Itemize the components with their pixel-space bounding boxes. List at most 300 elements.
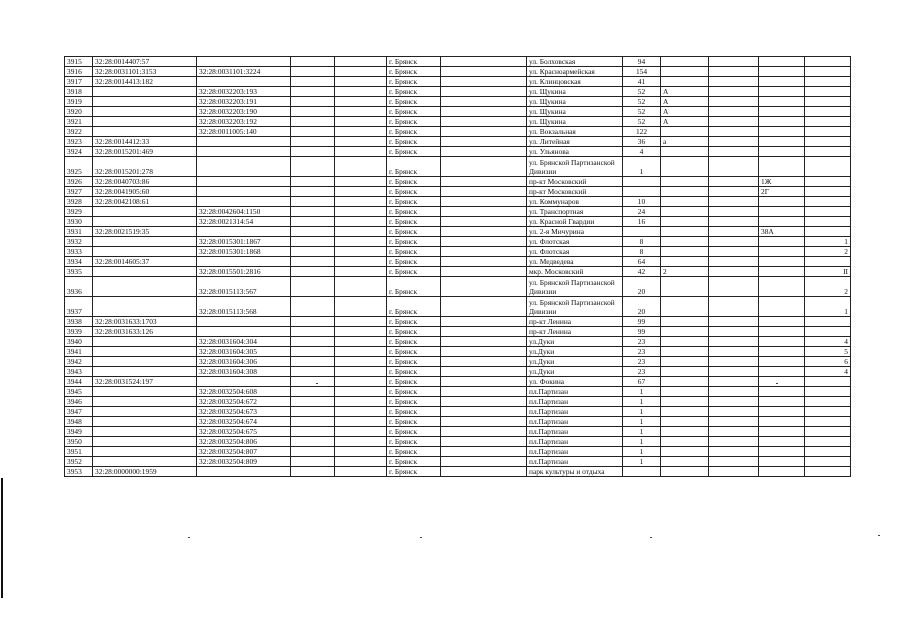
cell-building [709,137,759,147]
cell-apartment: 1 [805,237,851,247]
cell-empty-col-3 [291,367,335,377]
cell-building [709,117,759,127]
cell-city: г. Брянск [387,327,441,337]
cell-building [709,407,759,417]
cell-empty-col-4 [335,227,387,237]
cell-cadastral-number-2 [197,317,291,327]
cell-house-number: 99 [623,327,661,337]
cell-row-number: 3952 [65,457,93,467]
cell-cadastral-number-2 [197,327,291,337]
cell-row-number: 3919 [65,97,93,107]
cell-building [709,157,759,177]
cell-city: г. Брянск [387,457,441,467]
cell-apartment [805,397,851,407]
cell-street: ул. Вокзальная [527,127,623,137]
table-row [65,267,851,277]
cell-empty-col-4 [335,257,387,267]
cell-city: г. Брянск [387,377,441,387]
cell-building [709,427,759,437]
cell-cadastral-number [93,417,197,427]
cell-house-number: 1 [623,407,661,417]
cell-city: г. Брянск [387,67,441,77]
cell-letter [661,157,709,177]
registry-table-body [65,57,851,477]
cell-row-number: 3948 [65,417,93,427]
cell-apartment [805,57,851,67]
cell-city: г. Брянск [387,87,441,97]
cell-apartment [805,207,851,217]
cell-empty-col-3 [291,187,335,197]
cell-street: ул. Фокина [527,377,623,387]
cell-cadastral-number-2: 32:28:0032203:192 [197,117,291,127]
cell-row-number: 3941 [65,347,93,357]
cell-street: ул. Брянской Партизанской Дивизии [527,277,623,297]
table-row [65,447,851,457]
cell-empty-col-3 [291,277,335,297]
cell-building [709,237,759,247]
cell-row-number: 3926 [65,177,93,187]
cell-city: г. Брянск [387,317,441,327]
cell-apartment: 4 [805,367,851,377]
cell-letter [661,237,709,247]
cell-empty-col-4 [335,407,387,417]
cell-cadastral-number-2 [197,257,291,267]
cell-cadastral-number [93,457,197,467]
cell-row-number: 3951 [65,447,93,457]
cell-empty-col-4 [335,347,387,357]
cell-row-number: 3928 [65,197,93,207]
cell-street: ул.Дуки [527,347,623,357]
cell-cadastral-number [93,347,197,357]
cell-row-number: 3920 [65,107,93,117]
cell-city: г. Брянск [387,177,441,187]
cell-empty-col-3 [291,77,335,87]
cell-house-number: 1 [623,457,661,467]
cell-cadastral-number [93,297,197,317]
cell-apartment: 1 [805,297,851,317]
cell-street: ул.Дуки [527,357,623,367]
cell-building-letter [759,87,805,97]
cell-empty-col-6 [441,77,527,87]
cell-city: г. Брянск [387,347,441,357]
cell-letter [661,247,709,257]
cell-building [709,277,759,297]
cell-cadastral-number-2: 32:28:0032504:608 [197,387,291,397]
cell-cadastral-number-2: 32:28:0011005:140 [197,127,291,137]
cell-cadastral-number-2 [197,57,291,67]
cell-building-letter [759,337,805,347]
cell-empty-col-4 [335,327,387,337]
cell-building-letter [759,127,805,137]
cell-house-number: 1 [623,157,661,177]
table-row [65,197,851,207]
cell-apartment: 4 [805,337,851,347]
cell-letter [661,397,709,407]
cell-building-letter [759,327,805,337]
cell-empty-col-3 [291,347,335,357]
cell-empty-col-3 [291,127,335,137]
cell-city: г. Брянск [387,197,441,207]
cell-cadastral-number [93,207,197,217]
cell-city: г. Брянск [387,227,441,237]
cell-street: мкр. Московский [527,267,623,277]
cell-empty-col-4 [335,197,387,207]
cell-city: г. Брянск [387,107,441,117]
table-row [65,457,851,467]
cell-row-number: 3938 [65,317,93,327]
cell-empty-col-6 [441,107,527,117]
cell-empty-col-3 [291,297,335,317]
cell-empty-col-3 [291,337,335,347]
cell-row-number: 3942 [65,357,93,367]
cell-street: пл.Партизан [527,447,623,457]
cell-cadastral-number [93,387,197,397]
table-row [65,77,851,87]
cell-row-number: 3943 [65,367,93,377]
cell-city: г. Брянск [387,437,441,447]
cell-empty-col-4 [335,67,387,77]
cell-cadastral-number-2: 32:28:0015301:1868 [197,247,291,257]
cell-empty-col-4 [335,457,387,467]
table-row [65,147,851,157]
cell-empty-col-4 [335,367,387,377]
cell-city: г. Брянск [387,57,441,67]
cell-empty-col-6 [441,97,527,107]
cell-building-letter [759,137,805,147]
registry-table [64,56,851,477]
cell-empty-col-6 [441,87,527,97]
cell-apartment [805,197,851,207]
cell-street: ул. Болховская [527,57,623,67]
cell-building-letter [759,247,805,257]
cell-building [709,67,759,77]
cell-building [709,327,759,337]
cell-city: г. Брянск [387,357,441,367]
cell-city: г. Брянск [387,187,441,197]
cell-empty-col-6 [441,457,527,467]
cell-apartment [805,327,851,337]
table-row [65,297,851,317]
cell-building-letter [759,147,805,157]
cell-empty-col-4 [335,277,387,297]
cell-empty-col-4 [335,177,387,187]
cell-city: г. Брянск [387,397,441,407]
cell-street: ул. Флотская [527,247,623,257]
cell-city: г. Брянск [387,137,441,147]
cell-cadastral-number [93,407,197,417]
cell-letter [661,467,709,477]
table-row [65,227,851,237]
cell-letter [661,347,709,357]
cell-empty-col-4 [335,137,387,147]
table-row [65,427,851,437]
cell-empty-col-6 [441,387,527,397]
cell-cadastral-number-2 [197,467,291,477]
cell-row-number: 3930 [65,217,93,227]
cell-street: парк культуры и отдыха [527,467,623,477]
cell-empty-col-4 [335,397,387,407]
cell-building [709,147,759,157]
cell-letter: А [661,87,709,97]
cell-building [709,337,759,347]
cell-cadastral-number: 32:28:0014413:182 [93,77,197,87]
cell-empty-col-4 [335,207,387,217]
cell-letter [661,227,709,237]
cell-letter: 2 [661,267,709,277]
cell-cadastral-number-2: 32:28:0032203:190 [197,107,291,117]
cell-empty-col-6 [441,237,527,247]
cell-house-number: 1 [623,437,661,447]
cell-building [709,87,759,97]
cell-house-number [623,227,661,237]
cell-cadastral-number [93,337,197,347]
cell-cadastral-number-2 [197,227,291,237]
cell-empty-col-3 [291,457,335,467]
cell-empty-col-6 [441,407,527,417]
cell-cadastral-number-2 [197,77,291,87]
cell-street: ул. Красной Гвардии [527,217,623,227]
cell-house-number: 52 [623,97,661,107]
cell-house-number: 154 [623,67,661,77]
cell-cadastral-number: 32:28:0014412:33 [93,137,197,147]
cell-empty-col-3 [291,157,335,177]
cell-city: г. Брянск [387,337,441,347]
cell-empty-col-6 [441,377,527,387]
cell-street: пл.Партизан [527,417,623,427]
cell-house-number: 23 [623,337,661,347]
cell-row-number: 3953 [65,467,93,477]
cell-house-number: 8 [623,247,661,257]
cell-empty-col-6 [441,157,527,177]
cell-building [709,177,759,187]
scan-edge-mark [1,478,3,598]
cell-street: ул. Коммунаров [527,197,623,207]
cell-street: пр-кт Московский [527,177,623,187]
cell-building-letter [759,257,805,267]
cell-empty-col-4 [335,467,387,477]
cell-letter [661,127,709,137]
cell-apartment [805,117,851,127]
cell-house-number: 42 [623,267,661,277]
cell-cadastral-number: 32:28:0031633:1703 [93,317,197,327]
cell-street: ул. Клинцовская [527,77,623,87]
cell-cadastral-number-2: 32:28:0032504:809 [197,457,291,467]
cell-building [709,367,759,377]
table-row [65,257,851,267]
cell-building [709,417,759,427]
table-row [65,67,851,77]
cell-empty-col-6 [441,247,527,257]
table-row [65,217,851,227]
cell-building-letter [759,467,805,477]
cell-building [709,107,759,117]
cell-empty-col-4 [335,337,387,347]
cell-cadastral-number-2: 32:28:0015501:2816 [197,267,291,277]
cell-empty-col-3 [291,267,335,277]
cell-apartment [805,107,851,117]
cell-building-letter [759,347,805,357]
cell-row-number: 3932 [65,237,93,247]
cell-empty-col-6 [441,347,527,357]
table-row [65,367,851,377]
cell-house-number [623,177,661,187]
table-row [65,357,851,367]
cell-row-number: 3944 [65,377,93,387]
table-row [65,137,851,147]
cell-empty-col-6 [441,367,527,377]
cell-building-letter [759,457,805,467]
cell-empty-col-6 [441,147,527,157]
cell-building-letter [759,107,805,117]
cell-house-number: 52 [623,107,661,117]
cell-apartment: 6 [805,357,851,367]
cell-letter [661,387,709,397]
cell-city: г. Брянск [387,157,441,177]
cell-letter [661,427,709,437]
cell-cadastral-number: 32:28:0021519:35 [93,227,197,237]
cell-cadastral-number-2: 32:28:0032203:193 [197,87,291,97]
cell-cadastral-number [93,447,197,457]
table-row [65,87,851,97]
cell-empty-col-6 [441,117,527,127]
cell-building-letter [759,417,805,427]
cell-city: г. Брянск [387,117,441,127]
cell-house-number: 52 [623,117,661,127]
cell-letter [661,367,709,377]
cell-building [709,187,759,197]
cell-city: г. Брянск [387,257,441,267]
cell-empty-col-3 [291,97,335,107]
cell-cadastral-number-2: 32:28:0015301:1867 [197,237,291,247]
cell-house-number: 122 [623,127,661,137]
cell-cadastral-number [93,397,197,407]
cell-street: ул. Щукина [527,107,623,117]
cell-building-letter [759,317,805,327]
cell-row-number: 3934 [65,257,93,267]
cell-house-number: 41 [623,77,661,87]
cell-letter [661,177,709,187]
table-row [65,317,851,327]
cell-building [709,197,759,207]
cell-empty-col-6 [441,317,527,327]
cell-cadastral-number [93,367,197,377]
cell-apartment [805,427,851,437]
cell-cadastral-number [93,247,197,257]
cell-house-number: 4 [623,147,661,157]
cell-apartment [805,447,851,457]
cell-empty-col-3 [291,377,335,387]
cell-building [709,357,759,367]
cell-street: ул. Красноармейская [527,67,623,77]
cell-building-letter: 2Г [759,187,805,197]
cell-house-number: 8 [623,237,661,247]
cell-street: пл.Партизан [527,427,623,437]
cell-apartment [805,467,851,477]
cell-cadastral-number: 32:28:0014407:57 [93,57,197,67]
cell-empty-col-6 [441,267,527,277]
cell-house-number: 10 [623,197,661,207]
cell-empty-col-3 [291,67,335,77]
cell-cadastral-number [93,97,197,107]
cell-cadastral-number: 32:28:0015201:469 [93,147,197,157]
cell-building-letter [759,397,805,407]
cell-empty-col-4 [335,267,387,277]
cell-empty-col-6 [441,297,527,317]
cell-cadastral-number-2: 32:28:0031604:308 [197,367,291,377]
cell-row-number: 3921 [65,117,93,127]
cell-letter: А [661,107,709,117]
cell-empty-col-4 [335,417,387,427]
cell-cadastral-number [93,107,197,117]
cell-building-letter [759,197,805,207]
cell-building-letter [759,97,805,107]
cell-city: г. Брянск [387,467,441,477]
cell-building-letter [759,387,805,397]
cell-apartment [805,387,851,397]
cell-building [709,97,759,107]
cell-empty-col-3 [291,387,335,397]
cell-building-letter [759,237,805,247]
cell-empty-col-3 [291,427,335,437]
cell-letter [661,337,709,347]
cell-building [709,377,759,387]
cell-letter [661,187,709,197]
cell-empty-col-6 [441,467,527,477]
cell-building [709,447,759,457]
cell-house-number: 1 [623,417,661,427]
table-row [65,347,851,357]
cell-house-number: 23 [623,347,661,357]
cell-letter [661,207,709,217]
cell-empty-col-3 [291,177,335,187]
table-row [65,337,851,347]
cell-cadastral-number: 32:28:0031101:3153 [93,67,197,77]
cell-street: пр-кт Ленина [527,327,623,337]
cell-row-number: 3937 [65,297,93,317]
cell-city: г. Брянск [387,367,441,377]
cell-empty-col-4 [335,247,387,257]
cell-cadastral-number [93,267,197,277]
cell-empty-col-4 [335,237,387,247]
cell-empty-col-3 [291,147,335,157]
scan-speck [650,537,652,538]
cell-cadastral-number-2: 32:28:0031101:3224 [197,67,291,77]
cell-row-number: 3933 [65,247,93,257]
cell-cadastral-number: 32:28:0031524:197 [93,377,197,387]
cell-building-letter [759,57,805,67]
cell-letter [661,67,709,77]
cell-building-letter [759,207,805,217]
cell-house-number: 24 [623,207,661,217]
cell-letter [661,417,709,427]
cell-building [709,127,759,137]
cell-street: ул. Медведева [527,257,623,267]
cell-cadastral-number-2 [197,177,291,187]
cell-empty-col-6 [441,257,527,267]
cell-cadastral-number: 32:28:0015201:278 [93,157,197,177]
cell-cadastral-number [93,87,197,97]
cell-cadastral-number: 32:28:0041905:60 [93,187,197,197]
cell-empty-col-6 [441,127,527,137]
cell-cadastral-number-2 [197,147,291,157]
cell-building [709,267,759,277]
cell-letter [661,447,709,457]
cell-street: пл.Партизан [527,437,623,447]
cell-letter [661,57,709,67]
cell-city: г. Брянск [387,277,441,297]
cell-letter [661,277,709,297]
cell-row-number: 3946 [65,397,93,407]
